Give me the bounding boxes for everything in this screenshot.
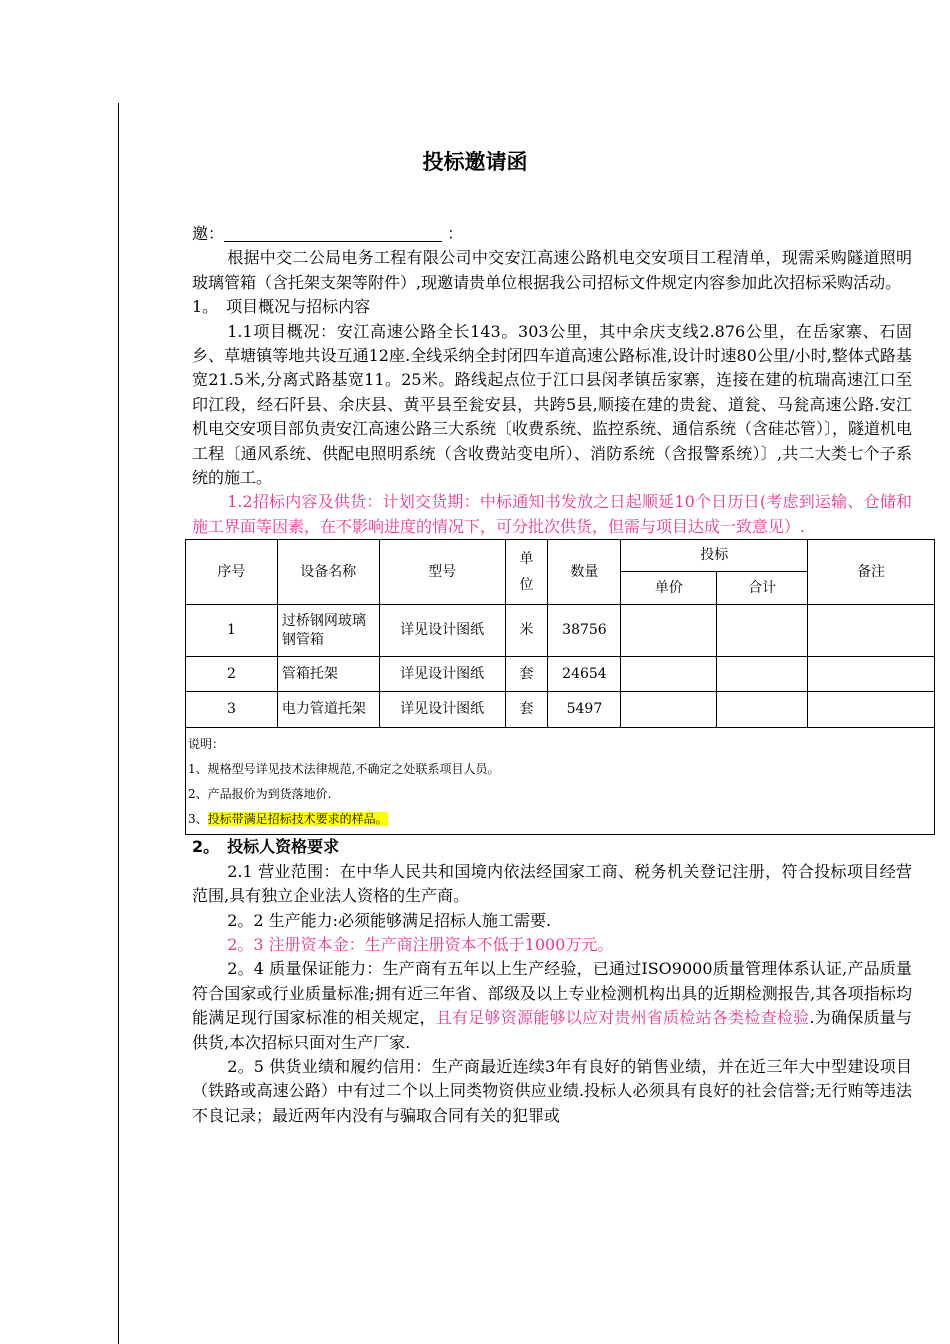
cell-seq: 2 (186, 657, 278, 692)
paragraph-2-4-text-a: 2。4 质量保证能力：生产商有五年以上生产经验，已通过ISO9000质量管理体系认证,产品质量符合国家或行业质量标准;拥有近三年省、部级及以上专业检测机构出具的近期检测报告,其各项指标均能满足现行国家标准的相关规定， (192, 959, 912, 1028)
cell-remark (808, 692, 935, 728)
note-2: 2、产品报价为到货落地价. (188, 787, 332, 802)
paragraph-1-2: 1.2招标内容及供货：计划交货期：中标通知书发放之日起顺延10个日历日(考虑到运输、仓储和施工界面等因素，在不影响进度的情况下，可分批次供货，但需与项目达成一致意见）. (192, 492, 912, 536)
cell-seq: 3 (186, 692, 278, 728)
cell-unit: 米 (505, 605, 548, 657)
header-total: 合计 (717, 572, 808, 605)
invite-line (192, 222, 912, 246)
header-qty: 数量 (548, 540, 621, 605)
cell-model: 详见设计图纸 (379, 605, 505, 657)
cell-qty: 24654 (548, 657, 621, 692)
cell-remark (808, 605, 935, 657)
table-header-row (186, 540, 935, 572)
header-name: 设备名称 (277, 540, 379, 605)
cell-unit: 套 (505, 692, 548, 728)
paragraph-2-1: 2.1 营业范围：在中华人民共和国境内依法经国家工商、税务机关登记注册，符合投标项目经营范围,具有独立企业法人资格的生产商。 (192, 861, 912, 906)
section-2-heading: 2。 投标人资格要求 (192, 837, 340, 857)
cell-qty: 38756 (548, 605, 621, 657)
cell-seq: 1 (186, 605, 278, 657)
cell-name: 电力管道托架 (277, 692, 379, 728)
paragraph-2-5: 2。5 供货业绩和履约信用：生产商最近连续3年有良好的销售业绩，并在近三年大中型建设项目（铁路或高速公路）中有过二个以上同类物资供应业绩.投标人必须具有良好的社会信誉;无行贿等违法不良记录；最近两年内没有与骗取合同有关的犯罪或 (192, 1056, 912, 1125)
note-3-highlight: 投标带满足招标技术要求的样品。 (207, 812, 388, 827)
cell-total (717, 692, 808, 728)
note-3-prefix: 3、 (188, 812, 208, 827)
paragraph-2-2: 2。2 生产能力:必须能够满足招标人施工需要. (227, 910, 552, 930)
cell-unit-price (621, 605, 717, 657)
page-margin-line (118, 103, 119, 1344)
cell-unit-price (621, 692, 717, 728)
document-body (188, 222, 913, 1128)
header-remark: 备注 (808, 540, 935, 605)
paragraph-2-4-highlight: 且有足够资源能够以应对贵州省质检站各类检查检验 (435, 1008, 810, 1028)
note-3 (188, 807, 934, 832)
paragraph-2-4-text-b: .为确保质量与供货,本次招标只面对生产厂家. (192, 1008, 912, 1052)
paragraph-2-4 (192, 957, 912, 1055)
cell-name: 过桥钢网玻璃钢管箱 (277, 605, 379, 657)
header-bid: 投标 (621, 540, 808, 572)
header-model: 型号 (379, 540, 505, 605)
invite-prefix: 邀： (192, 224, 225, 243)
note-1: 1、规格型号详见技术法律规范,不确定之处联系项目人员。 (188, 762, 500, 777)
table-row (186, 657, 935, 692)
cell-total (717, 657, 808, 692)
cell-model: 详见设计图纸 (379, 657, 505, 692)
table-row (186, 692, 935, 728)
notes-label: 说明： (188, 737, 225, 752)
items-table-wrapper (185, 539, 935, 835)
invitee-blank (224, 225, 442, 242)
intro-paragraph: 根据中交二公局电务工程有限公司中交安江高速公路机电交安项目工程清单，现需采购隧道照明玻璃管箱（含托架支架等附件）,现邀请贵单位根据我公司招标文件规定内容参加此次招标采购活动。 (192, 248, 912, 292)
cell-qty: 5497 (548, 692, 621, 728)
invite-suffix: ： (447, 224, 464, 243)
cell-remark (808, 657, 935, 692)
paragraph-1-1: 1.1项目概况：安江高速公路全长143。303公里，其中余庆支线2.876公里，在岳家寨、石固乡、草塘镇等地共设互通12座.全线采纳全封闭四车道高速公路标准,设计时速80公里/小时,整体式路基宽21.5米,分离式路基宽11。25米。路线起点位于江口县闵孝镇岳家寨，连接在建的杭瑞高速江口至印江段，经石阡县、余庆县、黄平县至瓮安县，共跨5县,顺接在建的贵瓮、道瓮、马瓮高速公路.安江机电交安项目部负责安江高速公路三大系统〔收费系统、监控系统、通信系统（含硅芯管）〕，隧道机电工程〔通风系统、供配电照明系统（含收费站变电所）、消防系统（含报警系统）〕,共二大类七个子系统的施工。 (192, 321, 913, 488)
table-notes (185, 728, 935, 835)
header-unit-price: 单价 (621, 572, 717, 605)
paragraph-2-3: 2。3 注册资本金：生产商注册资本不低于1000万元。 (227, 934, 614, 954)
cell-name: 管箱托架 (277, 657, 379, 692)
header-seq: 序号 (186, 540, 278, 605)
cell-total (717, 605, 808, 657)
items-table (185, 539, 935, 728)
cell-model: 详见设计图纸 (379, 692, 505, 728)
header-unit: 单 位 (505, 540, 548, 605)
cell-unit: 套 (505, 657, 548, 692)
page-title: 投标邀请函 (422, 150, 528, 174)
cell-unit-price (621, 657, 717, 692)
table-row (186, 605, 935, 657)
section-1-heading: 1。 项目概况与招标内容 (192, 297, 371, 317)
